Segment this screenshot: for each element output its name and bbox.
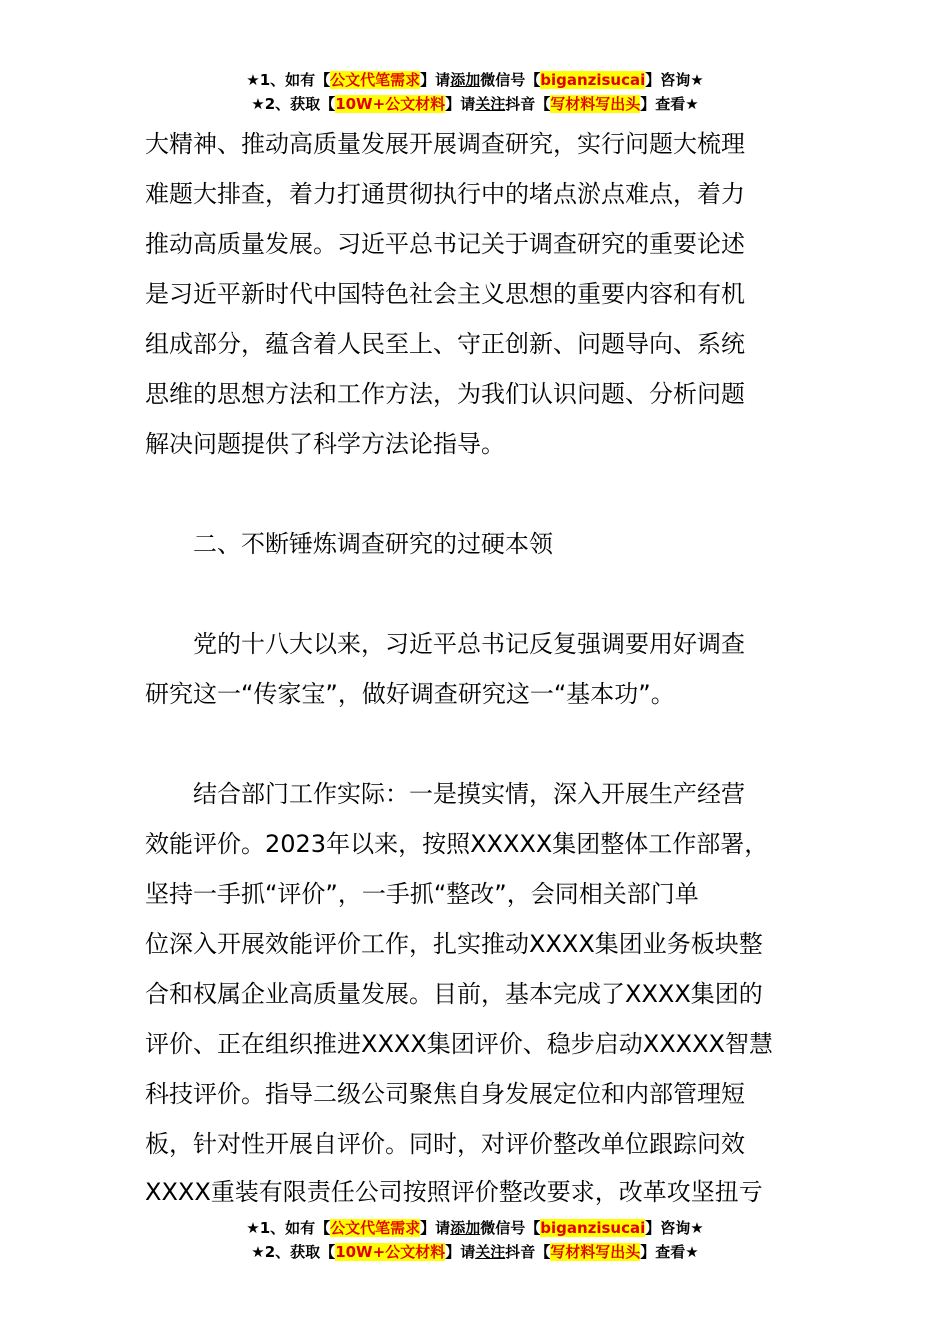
banner-text: 微信号【 <box>480 1219 541 1237</box>
body-line: 科技评价。指导二级公司聚焦自身发展定位和内部管理短 <box>145 1080 745 1108</box>
banner-line-2 <box>0 92 950 116</box>
body-line: 是习近平新时代中国特色社会主义思想的重要内容和有机 <box>145 280 745 308</box>
banner-text: ★1、如有【 <box>246 71 331 89</box>
banner-text: 抖音【 <box>505 95 551 113</box>
banner-wechat-id: biganzisucai <box>540 1219 646 1237</box>
body-line: 组成部分，蕴含着人民至上、守正创新、问题导向、系统 <box>145 330 745 358</box>
paragraph-start: 党的十八大以来，习近平总书记反复强调要用好调查 <box>193 630 745 658</box>
body-line: 评价、正在组织推进XXXX集团评价、稳步启动XXXXX智慧 <box>145 1030 773 1058</box>
body-line: 思维的思想方法和工作方法，为我们认识问题、分析问题 <box>145 380 745 408</box>
body-line: 效能评价。2023年以来，按照XXXXX集团整体工作部署， <box>145 830 769 858</box>
banner-underlined: 添加 <box>450 71 481 89</box>
banner-line-1 <box>0 68 950 92</box>
banner-text: ★2、获取【 <box>251 95 336 113</box>
banner-highlight: 10W+公文材料 <box>335 95 446 113</box>
header-banner <box>0 68 950 116</box>
banner-highlight: 公文代笔需求 <box>330 71 421 89</box>
body-line: 研究这一“传家宝”，做好调查研究这一“基本功”。 <box>145 680 675 708</box>
banner-line-1 <box>0 1216 950 1240</box>
body-line: 难题大排查，着力打通贯彻执行中的堵点淤点难点，着力 <box>145 180 745 208</box>
banner-line-2 <box>0 1240 950 1264</box>
banner-text: 】咨询★ <box>645 71 704 89</box>
banner-text: 】请 <box>445 1243 476 1261</box>
banner-text: 】查看★ <box>640 1243 699 1261</box>
body-line: 解决问题提供了科学方法论指导。 <box>145 430 505 458</box>
banner-text: ★1、如有【 <box>246 1219 331 1237</box>
footer-banner <box>0 1216 950 1264</box>
banner-highlight: 写材料写出头 <box>550 95 641 113</box>
banner-text: 】请 <box>420 71 451 89</box>
body-line: 合和权属企业高质量发展。目前，基本完成了XXXX集团的 <box>145 980 763 1008</box>
body-line: 大精神、推动高质量发展开展调查研究，实行问题大梳理 <box>145 130 745 158</box>
banner-text: 】查看★ <box>640 95 699 113</box>
banner-underlined: 关注 <box>475 1243 506 1261</box>
body-line: 坚持一手抓“评价”，一手抓“整改”，会同相关部门单 <box>145 880 699 908</box>
banner-text: ★2、获取【 <box>251 1243 336 1261</box>
body-line: 板，针对性开展自评价。同时，对评价整改单位跟踪问效 <box>145 1130 745 1158</box>
section-heading: 二、不断锤炼调查研究的过硬本领 <box>193 530 553 558</box>
body-line: XXXX重装有限责任公司按照评价整改要求，改革攻坚扭亏 <box>145 1178 763 1206</box>
banner-text: 抖音【 <box>505 1243 551 1261</box>
banner-text: 】咨询★ <box>645 1219 704 1237</box>
banner-highlight: 10W+公文材料 <box>335 1243 446 1261</box>
banner-text: 】请 <box>445 95 476 113</box>
banner-highlight: 公文代笔需求 <box>330 1219 421 1237</box>
banner-highlight: 写材料写出头 <box>550 1243 641 1261</box>
banner-text: 微信号【 <box>480 71 541 89</box>
banner-text: 】请 <box>420 1219 451 1237</box>
banner-underlined: 关注 <box>475 95 506 113</box>
banner-underlined: 添加 <box>450 1219 481 1237</box>
body-line: 位深入开展效能评价工作，扎实推动XXXX集团业务板块整 <box>145 930 763 958</box>
banner-wechat-id: biganzisucai <box>540 71 646 89</box>
body-line: 推动高质量发展。习近平总书记关于调查研究的重要论述 <box>145 230 745 258</box>
paragraph-start: 结合部门工作实际：一是摸实情，深入开展生产经营 <box>193 780 745 808</box>
